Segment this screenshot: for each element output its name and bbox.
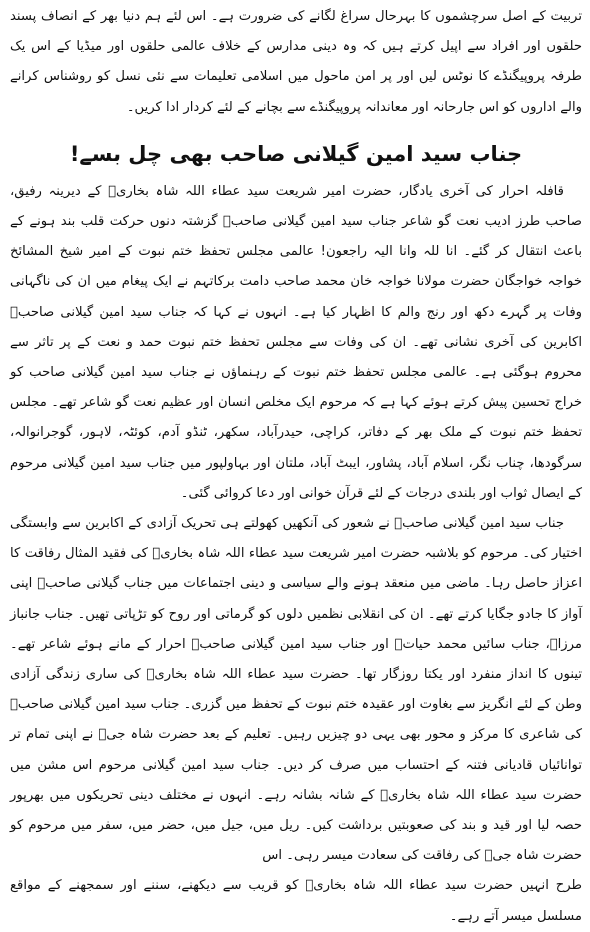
body-paragraph-3-partial: طرح انہیں حضرت سید عطاء اللہ شاہ بخاریؒ کو قریب سے دیکھنے، سننے اور سمجھنے کے مواقع مسلسل میسر آتے رہے۔	[10, 878, 582, 924]
intro-paragraph: تربیت کے اصل سرچشموں کا بہرحال سراغ لگانے کی ضرورت ہے۔ اس لئے ہم دنیا بھر کے انصاف پسند حلقوں اور افراد سے اپیل کرتے ہیں کہ وہ دینی مدارس کے خلاف عالمی حلقوں اور میڈیا کے اس یک طرفہ پروپیگنڈے کا نوٹس لیں اور پر امن ماحول میں اسلامی تعلیمات سے نئی نسل کو روشناس کرانے والے اداروں کو اس جارحانہ اور معاندانہ پروپیگنڈے سے بچانے کے لئے کردار ادا کریں۔	[10, 9, 582, 115]
body-paragraph-1: قافلہ احرار کی آخری یادگار، حضرت امیر شریعت سید عطاء اللہ شاہ بخاریؒ کے دیرینہ رفیق، صاحب طرز ادیب نعت گو شاعر جناب سید امین گیلانی صاحبؒ گزشتہ دنوں حرکت قلب بند ہونے کے باعث انتقال کر گئے۔ انا للہ وانا الیہ راجعون! عالمی مجلس تحفظ ختم نبوت کے امیر شیخ المشائخ خواجہ خواجگان حضرت مولانا خواجہ خان محمد صاحب دامت برکاتہم نے ایک پیغام میں ان کی ناگہانی وفات پر گہرے دکھ اور رنج والم کا اظہار کیا ہے۔ انہوں نے کہا کہ جناب سید امین گیلانی صاحبؒ اکابرین کی آخری نشانی تھے۔ ان کی وفات سے مجلس تحفظ ختم نبوت حمد و نعت کے پر تاثر سے محروم ہوگئی ہے۔ عالمی مجلس تحفظ ختم نبوت کے رہنماؤں نے جناب سید امین گیلانی صاحب کو خراج تحسین پیش کرتے ہوئے کہا ہے کہ مرحوم ایک مخلص انسان اور عظیم نعت گو شاعر تھے۔ مجلس تحفظ ختم نبوت کے ملک بھر کے دفاتر، کراچی، حیدرآباد، سکھر، ٹنڈو آدم، کوئٹہ، لاہور، گوجرانوالہ، سرگودھا، چناب نگر، اسلام آباد، پشاور، ایبٹ آباد، ملتان اور بہاولپور میں جناب سید امین گیلانی مرحوم کے ایصال ثواب اور بلندی درجات کے لئے قرآن خوانی اور دعا کروائی گئی۔	[10, 183, 582, 501]
article-heading: جناب سید امین گیلانی صاحب بھی چل بسے!	[69, 141, 523, 166]
body-paragraph-2: جناب سید امین گیلانی صاحبؒ نے شعور کی آنکھیں کھولتے ہی تحریک آزادی کے اکابرین سے وابستگی اختیار کی۔ مرحوم کو بلاشبہ حضرت امیر شریعت سید عطاء اللہ شاہ بخاریؒ کی فقید المثال رفاقت کا اعزاز حاصل رہا۔ ماضی میں منعقد ہونے والے سیاسی و دینی اجتماعات میں جناب گیلانی صاحبؒ اپنی آواز کا جادو جگایا کرتے تھے۔ ان کی انقلابی نظمیں دلوں کو گرماتی اور روح کو تڑپاتی تھیں۔ جناب جانباز مرزاؒ، جناب سائیں محمد حیاتؒ اور جناب سید امین گیلانی صاحبؒ احرار کے مانے ہوئے شاعر تھے۔ تینوں کا انداز منفرد اور یکتا روزگار تھا۔ حضرت سید عطاء اللہ شاہ بخاریؒ کی ساری زندگی آزادی وطن کے لئے انگریز سے بغاوت اور عقیدہ ختم نبوت کے تحفظ میں گزری۔ جناب سید امین گیلانی صاحبؒ کی شاعری کا مرکز و محور بھی یہی دو چیزیں رہیں۔ تعلیم کے بعد حضرت شاہ جیؒ نے اپنی تمام تر توانائیاں قادیانی فتنہ کے احتساب میں صرف کر دیں۔ جناب سید امین گیلانی مرحوم اس مشن میں حضرت سید عطاء اللہ شاہ بخاریؒ کے شانہ بشانہ رہے۔ انہوں نے مختلف دینی تحریکوں میں بھرپور حصہ لیا اور قید و بند کی صعوبتیں برداشت کیں۔ ریل میں، جیل میں، حضر میں، سفر میں مرحوم کو حضرت شاہ جیؒ کی رفاقت کی سعادت میسر رہی۔ اس	[10, 516, 582, 864]
